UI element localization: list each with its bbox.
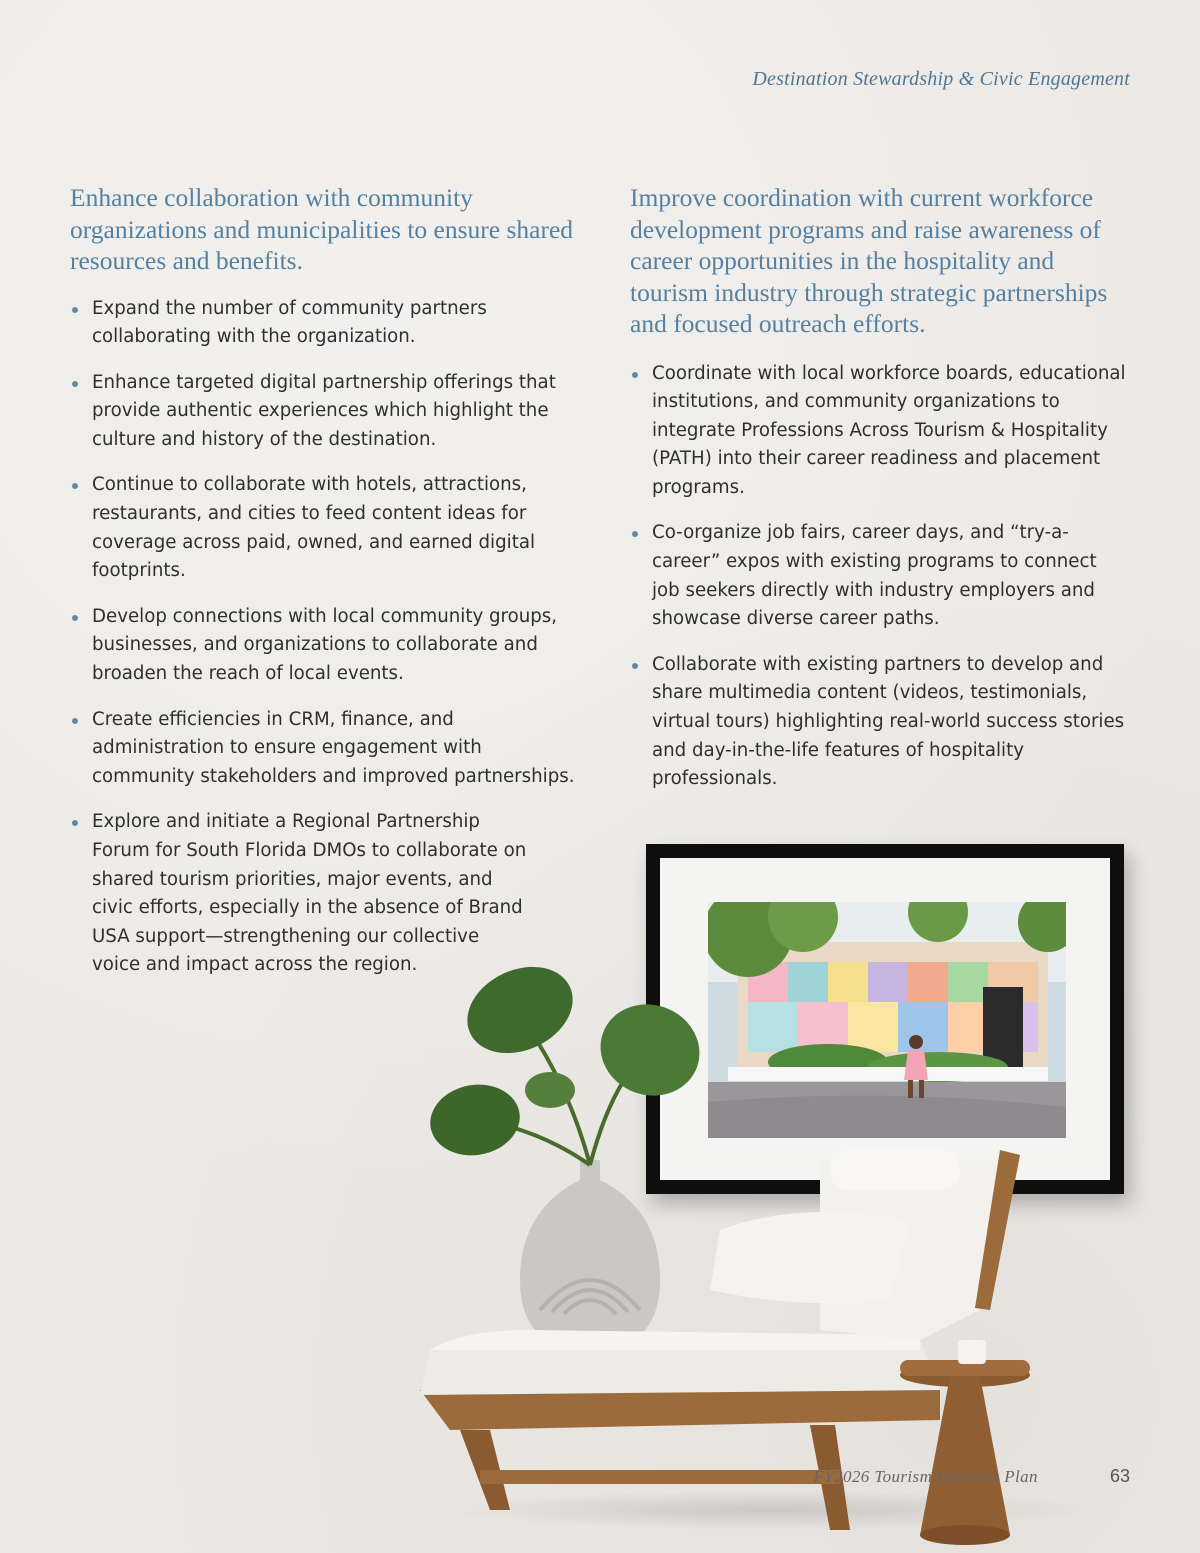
plant-icon: [425, 951, 713, 1165]
list-item-text: Collaborate with existing partners to develop and share multimedia content (videos, testimonials, virtual tours) highlighting real-world success stories and day-in-the-life features of hospitality professionals.: [652, 653, 1125, 790]
list-item: [70, 706, 590, 792]
list-item: [70, 295, 590, 352]
list-item: [630, 360, 1130, 503]
bullet-icon: [72, 718, 78, 724]
list-item: [630, 519, 1130, 633]
bullet-icon: [632, 372, 638, 378]
list-item-text: Co-organize job fairs, career days, and “try-a-career” expos with existing programs to connect job seekers directly with industry employers and showcase diverse career paths.: [652, 522, 1097, 630]
footer-document-title: FY2026 Tourism Business Plan: [813, 1467, 1038, 1486]
vase-icon: [520, 1160, 660, 1350]
lounge-furniture-illustration: [380, 830, 1160, 1553]
bullet-icon: [72, 615, 78, 621]
list-item-text: Enhance targeted digital partnership offerings that provide authentic experiences which highlight the culture and history of the destination.: [92, 371, 556, 450]
bullet-icon: [632, 663, 638, 669]
list-item-text: Develop connections with local community groups, businesses, and organizations to collaborate and broaden the reach of local events.: [92, 605, 558, 685]
list-item: [70, 471, 590, 585]
list-item-text: Create efficiencies in CRM, finance, and administration to ensure engagement with community stakeholders and improved partnerships.: [92, 708, 575, 787]
bullet-icon: [72, 483, 78, 489]
list-item: [630, 651, 1130, 794]
list-item: [70, 603, 590, 689]
right-column: [630, 182, 1130, 811]
right-bullet-list: [630, 360, 1130, 794]
list-item-text: Expand the number of community partners collaborating with the organization.: [92, 297, 487, 348]
page-number: 63: [1109, 1466, 1130, 1486]
bullet-icon: [72, 820, 78, 826]
list-item-text: Coordinate with local workforce boards, educational institutions, and community organizations to integrate Professions Across Tourism & Hospitality (PATH) into their career readiness and placement programs.: [652, 362, 1126, 498]
list-item-text: Continue to collaborate with hotels, attractions, restaurants, and cities to feed content ideas for coverage across paid, owned, and earned digital footprints.: [92, 474, 536, 582]
bullet-icon: [72, 307, 78, 313]
bullet-icon: [632, 531, 638, 537]
list-item: [70, 369, 590, 455]
decor-illustration: [380, 830, 1160, 1553]
bullet-icon: [72, 381, 78, 387]
right-heading: Improve coordination with current workforce development programs and raise awareness of career opportunities in the hospitality and tourism industry through strategic partnerships and focused outreach efforts.: [630, 183, 1108, 338]
running-head: Destination Stewardship & Civic Engagement: [752, 68, 1130, 90]
list-item-text: Explore and initiate a Regional Partnership Forum for South Florida DMOs to collaborate on shared tourism priorities, major events, and civic efforts, especially in the absence of Brand USA support—strengthening our collective voice and impact across the region.: [92, 811, 527, 976]
page-footer: [813, 1466, 1130, 1487]
left-heading: Enhance collaboration with community organizations and municipalities to ensure shared resources and benefits.: [70, 183, 574, 275]
side-table-icon: [900, 1340, 1030, 1545]
